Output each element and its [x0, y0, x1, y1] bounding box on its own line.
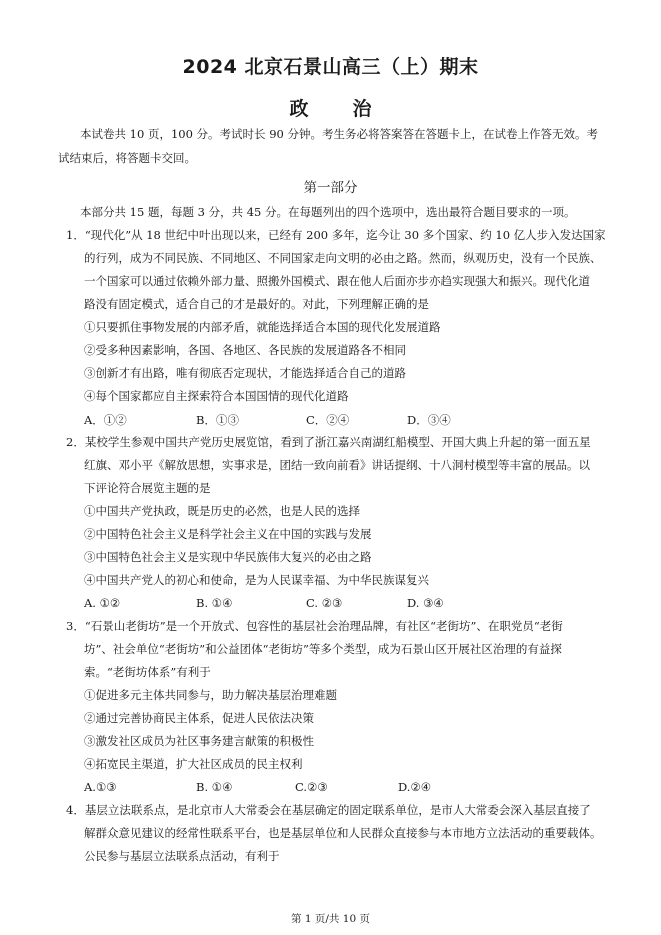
question-2-statement: ①中国共产党执政，既是历史的必然，也是人民的选择	[84, 504, 360, 518]
question-1-option-b: B．①③	[196, 413, 239, 427]
question-3-option-a: A.①③	[84, 780, 117, 794]
part-heading: 第一部分	[303, 180, 358, 196]
question-1-statement: ①只要抓住事物发展的内部矛盾，就能选择适合本国的现代化发展道路	[84, 320, 441, 334]
question-1-line: 路没有固定模式，适合自己的才是最好的。对此，下列理解正确的是	[84, 297, 429, 311]
exam-title: 2024 北京石景山高三（上）期末	[182, 56, 479, 78]
part-instruction: 本部分共 15 题，每题 3 分，共 45 分。在每题列出的四个选项中，选出最符合题目要求的一项。	[80, 205, 576, 219]
question-3-statement: ④拓宽民主渠道，扩大社区成员的民主权利	[84, 757, 303, 771]
intro-line: 试结束后，将答题卡交回。	[58, 151, 196, 165]
subject-heading	[0, 94, 661, 121]
question-3-option-b: B. ①④	[196, 780, 233, 794]
question-2-option-a: A. ①②	[84, 596, 121, 610]
question-2-statement: ④中国共产党人的初心和使命，是为人民谋幸福、为中华民族谋复兴	[84, 573, 429, 587]
question-3-option-d: D.②④	[398, 780, 432, 794]
question-2-option-d: D. ③④	[407, 596, 444, 610]
question-1-line: 的行列，成为不同民族、不同地区、不同国家走向文明的必由之路。然而，纵观历史，没有一个民族、	[84, 251, 602, 265]
question-3-line: 坊”、社会单位“老街坊”和公益团体“老街坊”等多个类型，成为石景山区开展社区治理的有益探	[84, 642, 562, 656]
question-4-line: 4．基层立法联系点，是北京市人大常委会在基层确定的固定联系单位，是市人大常委会深入基层直接了	[66, 803, 591, 817]
question-1-option-d: D．③④	[407, 413, 451, 427]
question-1-statement: ③创新才有出路，唯有彻底否定现状，才能选择适合自己的道路	[84, 366, 406, 380]
subject-char: 政	[289, 98, 309, 120]
question-2-line: 红旗、邓小平《解放思想，实事求是，团结一致向前看》讲话提纲、十八洞村模型等丰富的展品。以	[84, 458, 590, 472]
question-3-statement: ①促进多元主体共同参与，助力解决基层治理难题	[84, 688, 337, 702]
question-2-option-b: B. ①④	[196, 596, 233, 610]
question-2-option-c: C. ②③	[306, 596, 343, 610]
subject-char: 治	[352, 98, 372, 120]
question-4-line: 公民参与基层立法联系点活动，有利于	[84, 849, 280, 863]
question-2-statement: ③中国特色社会主义是实现中华民族伟大复兴的必由之路	[84, 550, 372, 564]
question-2-line: 下评论符合展览主题的是	[84, 481, 211, 495]
question-1-statement: ②受多种因素影响，各国、各地区、各民族的发展道路各不相同	[84, 343, 406, 357]
question-1-option-a: A．①②	[84, 413, 127, 427]
question-1-line: 一个国家可以通过依赖外部力量、照搬外国模式、跟在他人后面亦步亦趋实现强大和振兴。现代化道	[84, 274, 590, 288]
question-2-statement: ②中国特色社会主义是科学社会主义在中国的实践与发展	[84, 527, 372, 541]
question-4-line: 解群众意见建议的经常性联系平台，也是基层单位和人民群众直接参与本市地方立法活动的重要载体。	[84, 826, 602, 840]
question-1-option-c: C．②④	[306, 413, 350, 427]
question-3-line: 索。“老街坊体系”有利于	[84, 665, 211, 679]
question-3-option-c: C.②③	[295, 780, 328, 794]
intro-line: 本试卷共 10 页，100 分。考试时长 90 分钟。考生务必将答案答在答题卡上，在试卷上作答无效。考	[80, 127, 598, 141]
question-1-line: 1．“现代化”从 18 世纪中叶出现以来，已经有 200 多年，迄今让 30 多个国家、约 10 亿人步入发达国家	[66, 228, 606, 242]
page-number: 第 1 页/共 10 页	[291, 913, 370, 925]
question-2-line: 2．某校学生参观中国共产党历史展览馆，看到了浙江嘉兴南湖红船模型、开国大典上升起的第一面五星	[66, 435, 591, 449]
question-3-statement: ②通过完善协商民主体系，促进人民依法决策	[84, 711, 314, 725]
question-3-statement: ③激发社区成员为社区事务建言献策的积极性	[84, 734, 314, 748]
question-1-statement: ④每个国家都应自主探索符合本国国情的现代化道路	[84, 389, 349, 403]
question-3-line: 3．“石景山老街坊”是一个开放式、包容性的基层社会治理品牌，有社区“老街坊”、在职党员“老街	[66, 619, 563, 633]
